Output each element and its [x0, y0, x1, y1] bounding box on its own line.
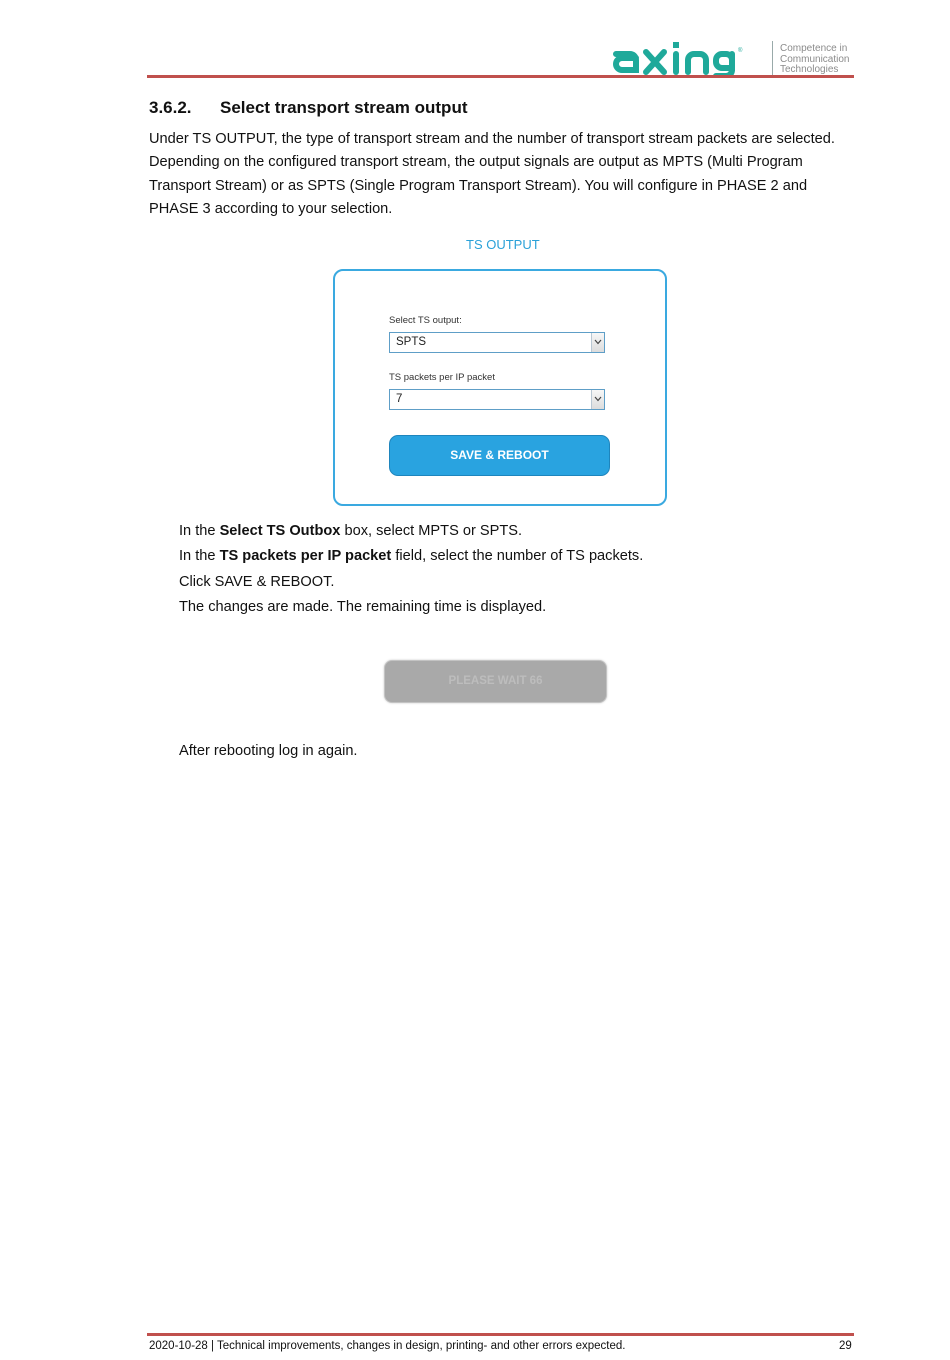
step-1 — [179, 519, 643, 544]
chevron-down-icon[interactable] — [591, 333, 604, 352]
section-number: 3.6.2. — [149, 98, 192, 117]
step-emphasis: TS packets per IP packet — [219, 548, 392, 565]
axing-logo — [610, 38, 855, 80]
please-wait-button: PLEASE WAIT 66 — [384, 660, 607, 703]
step-2 — [179, 544, 643, 569]
instruction-steps — [179, 519, 643, 620]
page-number: 29 — [839, 1340, 852, 1352]
after-reboot-text: After rebooting log in again. — [179, 743, 358, 759]
step-text: In the — [179, 523, 220, 539]
section-title: Select transport stream output — [220, 98, 468, 117]
ts-packets-dropdown[interactable] — [389, 389, 605, 410]
select-ts-output-value: SPTS — [396, 336, 427, 348]
intro-paragraph: Under TS OUTPUT, the type of transport stream and the number of transport stream packets are selected. Depending on the configured transport stream, the output signals are output as MPTS (Multi Program Transport Stream) or as SPTS (Single Program Transport Stream). You will configure in PHASE 2 and PHASE 3 according to your selection. — [149, 131, 835, 217]
header-rule — [147, 75, 854, 78]
tagline-line: Competence in — [780, 43, 848, 54]
panel-title: TS OUTPUT — [466, 237, 540, 252]
step-4: The changes are made. The remaining time is displayed. — [179, 598, 547, 615]
step-text: box, select MPTS or SPTS. — [340, 523, 523, 539]
select-ts-output-label: Select TS output: — [389, 315, 462, 326]
chevron-down-icon[interactable] — [591, 390, 604, 409]
step-text: In the — [179, 548, 220, 565]
axing-wordmark-icon — [610, 38, 770, 78]
save-reboot-button[interactable]: SAVE & REBOOT — [389, 435, 610, 476]
tagline-line: Technologies — [780, 64, 839, 75]
section-heading — [149, 98, 468, 118]
select-ts-output-dropdown[interactable] — [389, 332, 605, 353]
footer-text: 2020-10-28 | Technical improvements, changes in design, printing- and other errors expected. — [149, 1340, 626, 1352]
step-text: field, select the number of TS packets. — [391, 548, 644, 565]
step-emphasis: Select TS Outbox — [219, 523, 341, 539]
svg-text:®: ® — [738, 48, 743, 54]
logo-separator — [772, 41, 773, 75]
step-3: Click SAVE & REBOOT. — [179, 573, 335, 590]
tagline-line: Communication — [780, 53, 850, 65]
logo-tagline — [780, 44, 849, 76]
ts-packets-label: TS packets per IP packet — [389, 372, 495, 383]
footer-rule — [147, 1333, 854, 1336]
ts-packets-value: 7 — [396, 393, 403, 405]
